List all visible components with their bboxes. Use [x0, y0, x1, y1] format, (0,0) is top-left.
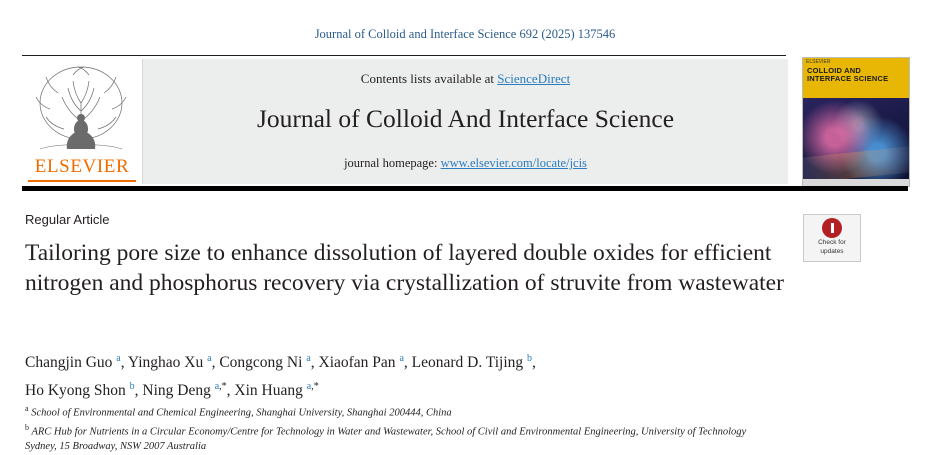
- homepage-prefix: journal homepage:: [344, 156, 441, 170]
- crossmark-label-2: updates: [820, 247, 844, 255]
- page-title: Tailoring pore size to enhance dissolution of layered double oxides for efficient nitrogen and phosphorus recovery via crystallization of struvite from wastewater: [25, 240, 784, 296]
- article-type: Regular Article: [25, 212, 110, 227]
- cover-footer-band: [803, 179, 909, 186]
- affiliation-b: [25, 421, 755, 455]
- affiliation-b-label: b: [25, 423, 29, 432]
- elsevier-wordmark: ELSEVIER: [34, 156, 130, 177]
- crossmark-badge[interactable]: [803, 214, 861, 262]
- author-list: [25, 347, 815, 403]
- cover-journal-title: COLLOID AND INTERFACE SCIENCE: [807, 66, 889, 84]
- cover-header-band: [803, 58, 909, 98]
- journal-band: [143, 59, 788, 184]
- cover-artwork: [803, 98, 909, 186]
- running-head: Journal of Colloid and Interface Science 692 (2025) 137546: [314, 27, 616, 41]
- homepage-line: [143, 156, 788, 171]
- elsevier-tree-icon: [28, 63, 134, 158]
- sciencedirect-link[interactable]: ScienceDirect: [497, 71, 571, 86]
- masthead-bottom-rule: [22, 186, 908, 191]
- crossmark-label-1: Check for: [818, 239, 846, 246]
- elsevier-underline: [28, 180, 136, 182]
- journal-title: Journal of Colloid And Interface Science: [256, 104, 675, 133]
- journal-homepage-link[interactable]: www.elsevier.com/locate/jcis: [440, 156, 587, 170]
- affiliation-a-label: a: [25, 404, 29, 413]
- journal-masthead: [22, 55, 908, 187]
- affiliation-a-text: School of Environmental and Chemical Engineering, Shanghai University, Shanghai 200444, China: [31, 407, 452, 419]
- contents-prefix: Contents lists available at: [360, 71, 498, 86]
- affiliation-a: [25, 402, 755, 421]
- masthead-top-rule: [22, 55, 786, 56]
- elsevier-logo: [22, 59, 143, 184]
- contents-line: [143, 71, 788, 87]
- affiliation-b-text: ARC Hub for Nutrients in a Circular Economy/Centre for Technology in Water and Wastewater, School of Civil and Environmental Engineering, University of Technology Sydney, 15 Broadway, NSW 2007 Australia: [25, 426, 747, 452]
- author-line-2: Ho Kyong Shon $^b$, Ning Deng $^{a,*}$, Xin Huang $^{a,*}$: [25, 381, 319, 400]
- crossmark-icon: [822, 218, 842, 238]
- journal-cover-thumbnail: [802, 57, 910, 187]
- cover-elsevier-wordmark: ELSEVIER: [806, 59, 831, 65]
- author-line-1: Changjin Guo $^a$, Yinghao Xu $^a$, Congcong Ni $^a$, Xiaofan Pan $^a$, Leonard D. Tijing $^b$,: [25, 353, 536, 372]
- affiliation-list: [25, 402, 755, 455]
